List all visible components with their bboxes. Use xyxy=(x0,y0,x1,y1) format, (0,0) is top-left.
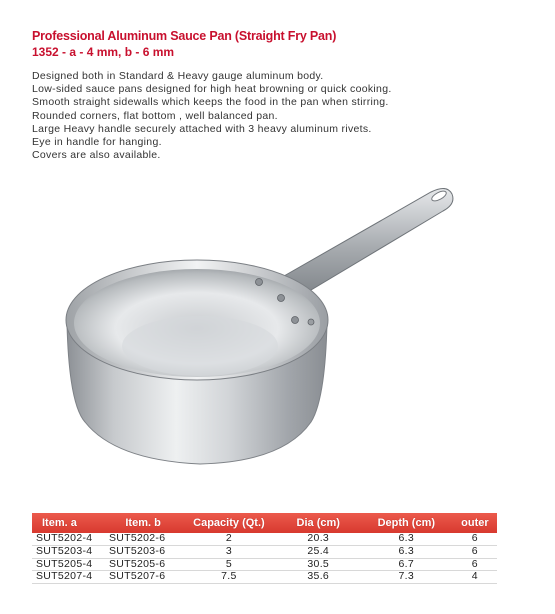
cell-depth: 7.3 xyxy=(398,570,415,583)
cell-item-a: SUT5203-4 xyxy=(36,544,93,557)
table-row xyxy=(32,533,497,545)
sauce-pan-image xyxy=(55,178,460,478)
cell-diameter: 20.3 xyxy=(307,532,330,544)
header-diameter: Dia (cm) xyxy=(296,517,340,529)
cell-item-a: SUT5202-4 xyxy=(36,532,93,544)
table-row xyxy=(32,558,497,571)
header-item-a: Item. a xyxy=(42,517,77,529)
cell-capacity: 2 xyxy=(225,532,232,544)
table-row xyxy=(32,571,497,584)
cell-item-b: SUT5202-6 xyxy=(108,532,166,544)
cell-depth: 6.3 xyxy=(398,544,415,557)
cell-outer: 6 xyxy=(471,532,478,544)
cell-item-b: SUT5205-6 xyxy=(108,557,166,570)
description-line: Rounded corners, flat bottom , well balanced pan. xyxy=(32,109,278,122)
header-outer: outer xyxy=(461,517,489,529)
product-title: Professional Aluminum Sauce Pan (Straight Fry Pan) xyxy=(32,29,337,43)
cell-capacity: 5 xyxy=(225,557,232,570)
description-line: Covers are also available. xyxy=(32,149,161,162)
product-subtitle: 1352 - a - 4 mm, b - 6 mm xyxy=(32,45,175,59)
cell-outer: 6 xyxy=(471,544,478,557)
cell-item-b: SUT5203-6 xyxy=(108,544,166,557)
description-line: Designed both in Standard & Heavy gauge aluminum body. xyxy=(32,70,324,82)
description-line: Eye in handle for hanging. xyxy=(32,136,162,149)
header-depth: Depth (cm) xyxy=(377,517,436,529)
cell-item-a: SUT5205-4 xyxy=(36,557,93,570)
cell-diameter: 35.6 xyxy=(307,570,330,583)
cell-item-b: SUT5207-6 xyxy=(108,570,166,583)
cell-diameter: 30.5 xyxy=(307,557,330,570)
cell-outer: 6 xyxy=(471,557,478,570)
cell-diameter: 25.4 xyxy=(307,544,330,557)
cell-outer: 4 xyxy=(471,570,478,583)
specs-table xyxy=(32,513,497,584)
cell-capacity: 3 xyxy=(225,544,232,557)
specs-header-row xyxy=(32,513,497,533)
header-capacity: Capacity (Qt.) xyxy=(193,517,265,529)
product-description xyxy=(32,70,472,162)
table-row xyxy=(32,545,497,558)
cell-depth: 6.3 xyxy=(398,532,415,544)
cell-capacity: 7.5 xyxy=(221,570,237,583)
description-line: Large Heavy handle securely attached with 3 heavy aluminum rivets. xyxy=(32,122,372,135)
cell-item-a: SUT5207-4 xyxy=(36,570,93,583)
description-line: Low-sided sauce pans designed for high heat browning or quick cooking. xyxy=(32,83,392,96)
header-item-b: Item. b xyxy=(125,517,161,529)
description-line: Smooth straight sidewalls which keeps the food in the pan when stirring. xyxy=(32,96,389,109)
cell-depth: 6.7 xyxy=(398,557,415,570)
